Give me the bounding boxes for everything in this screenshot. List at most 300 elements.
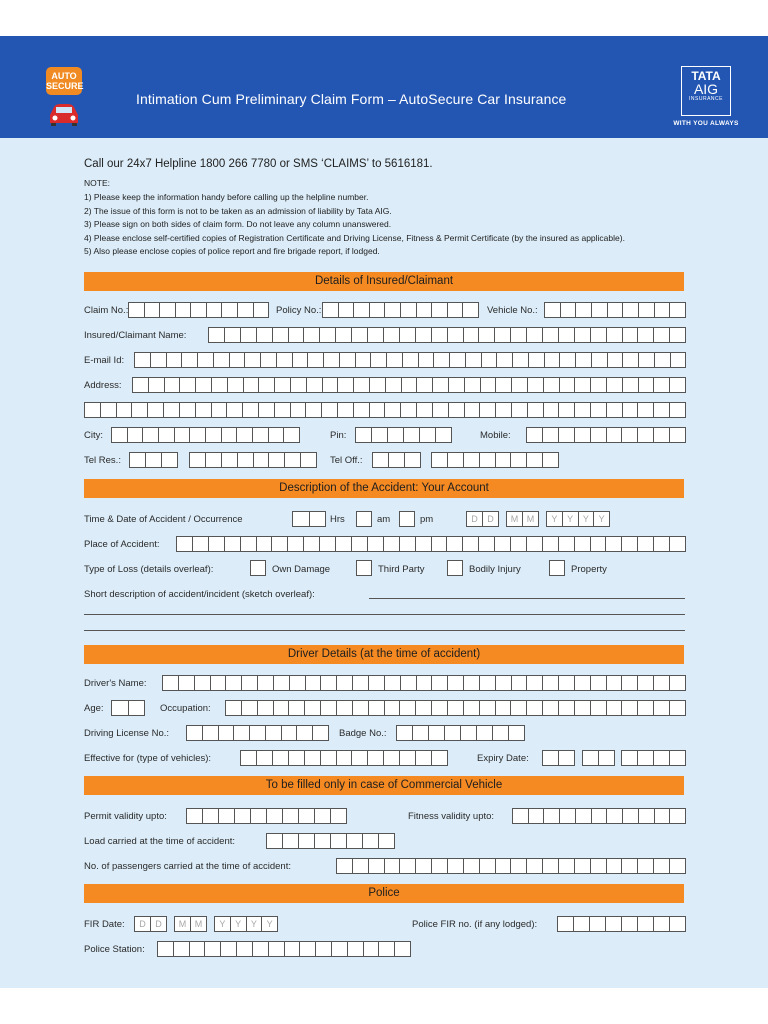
char-box[interactable] [240, 536, 257, 552]
char-box[interactable] [637, 402, 654, 418]
char-box[interactable] [179, 402, 196, 418]
char-box[interactable] [637, 916, 654, 932]
char-box[interactable] [415, 536, 432, 552]
char-box[interactable] [526, 675, 543, 691]
char-box[interactable] [559, 377, 576, 393]
char-box[interactable] [204, 941, 221, 957]
age-field[interactable] [111, 700, 144, 716]
char-box[interactable] [574, 700, 591, 716]
char-box[interactable] [462, 536, 479, 552]
char-box[interactable] [273, 700, 290, 716]
char-box[interactable] [574, 858, 591, 874]
date-char-box[interactable]: D [134, 916, 151, 932]
char-box[interactable] [401, 377, 418, 393]
char-box[interactable] [159, 302, 176, 318]
char-box[interactable] [412, 725, 429, 741]
char-box[interactable] [304, 700, 321, 716]
char-box[interactable] [479, 700, 496, 716]
char-box[interactable] [669, 536, 686, 552]
char-box[interactable] [447, 675, 464, 691]
char-box[interactable] [237, 302, 254, 318]
char-box[interactable] [100, 402, 117, 418]
char-box[interactable] [431, 700, 448, 716]
char-box[interactable] [478, 536, 495, 552]
char-box[interactable] [258, 402, 275, 418]
char-box[interactable] [386, 352, 403, 368]
char-box[interactable] [347, 941, 364, 957]
claim-no-field[interactable] [128, 302, 268, 318]
char-box[interactable] [266, 833, 283, 849]
char-box[interactable] [257, 675, 274, 691]
char-box[interactable] [654, 808, 671, 824]
char-box[interactable] [335, 536, 352, 552]
char-box[interactable] [320, 750, 337, 766]
driver-name-field[interactable] [162, 675, 685, 691]
char-box[interactable] [669, 750, 686, 766]
char-box[interactable] [606, 402, 623, 418]
char-box[interactable] [288, 700, 305, 716]
date-char-box[interactable]: Y [578, 511, 595, 527]
char-box[interactable] [653, 377, 670, 393]
fitness-field[interactable] [512, 808, 685, 824]
char-box[interactable] [242, 402, 259, 418]
char-box[interactable] [510, 452, 527, 468]
char-box[interactable] [243, 377, 260, 393]
char-box[interactable] [221, 427, 238, 443]
char-box[interactable] [384, 402, 401, 418]
char-box[interactable] [559, 808, 576, 824]
char-box[interactable] [287, 536, 304, 552]
char-box[interactable] [622, 327, 639, 343]
char-box[interactable] [337, 402, 354, 418]
char-box[interactable] [512, 808, 529, 824]
char-box[interactable] [669, 700, 686, 716]
char-box[interactable] [621, 675, 638, 691]
char-box[interactable] [252, 427, 269, 443]
char-box[interactable] [296, 725, 313, 741]
char-box[interactable] [336, 675, 353, 691]
char-box[interactable] [606, 327, 623, 343]
char-box[interactable] [653, 700, 670, 716]
char-box[interactable] [367, 750, 384, 766]
char-box[interactable] [355, 352, 372, 368]
char-box[interactable] [435, 427, 452, 443]
char-box[interactable] [116, 402, 133, 418]
char-box[interactable] [590, 427, 607, 443]
char-box[interactable] [226, 402, 243, 418]
email-field[interactable] [134, 352, 685, 368]
char-box[interactable] [319, 327, 336, 343]
char-box[interactable] [653, 916, 670, 932]
char-box[interactable] [528, 352, 545, 368]
char-box[interactable] [218, 725, 235, 741]
char-box[interactable] [542, 452, 559, 468]
char-box[interactable] [495, 452, 512, 468]
char-box[interactable] [669, 916, 686, 932]
char-box[interactable] [637, 750, 654, 766]
char-box[interactable] [309, 511, 327, 527]
am-checkbox[interactable] [356, 511, 372, 527]
char-box[interactable] [400, 402, 417, 418]
char-box[interactable] [478, 327, 495, 343]
char-box[interactable] [542, 700, 559, 716]
char-box[interactable] [575, 808, 592, 824]
date-char-box[interactable]: D [466, 511, 483, 527]
mobile-field[interactable] [526, 427, 685, 443]
date-char-box[interactable]: Y [246, 916, 263, 932]
char-box[interactable] [558, 536, 575, 552]
char-box[interactable] [463, 700, 480, 716]
pin-field[interactable] [355, 427, 451, 443]
char-box[interactable] [480, 377, 497, 393]
char-box[interactable] [463, 327, 480, 343]
char-box[interactable] [158, 427, 175, 443]
char-box[interactable] [463, 858, 480, 874]
char-box[interactable] [298, 833, 315, 849]
date-char-box[interactable]: Y [261, 916, 278, 932]
char-box[interactable] [384, 858, 401, 874]
char-box[interactable] [292, 352, 309, 368]
char-box[interactable] [591, 302, 608, 318]
char-box[interactable] [621, 750, 638, 766]
char-box[interactable] [292, 511, 310, 527]
char-box[interactable] [558, 675, 575, 691]
char-box[interactable] [542, 675, 559, 691]
char-box[interactable] [225, 700, 242, 716]
char-box[interactable] [336, 750, 353, 766]
char-box[interactable] [274, 402, 291, 418]
char-box[interactable] [669, 858, 686, 874]
char-box[interactable] [384, 302, 401, 318]
char-box[interactable] [111, 700, 129, 716]
date-char-box[interactable]: D [150, 916, 167, 932]
char-box[interactable] [346, 833, 363, 849]
date-char-box[interactable]: M [506, 511, 523, 527]
char-box[interactable] [189, 941, 206, 957]
description-line[interactable] [84, 630, 685, 631]
expiry-day[interactable] [542, 750, 574, 766]
char-box[interactable] [526, 427, 543, 443]
char-box[interactable] [415, 700, 432, 716]
char-box[interactable] [574, 377, 591, 393]
char-box[interactable] [542, 327, 559, 343]
char-box[interactable] [240, 750, 257, 766]
char-box[interactable] [446, 536, 463, 552]
char-box[interactable] [621, 858, 638, 874]
char-box[interactable] [589, 916, 606, 932]
char-box[interactable] [510, 327, 527, 343]
char-box[interactable] [288, 750, 305, 766]
char-box[interactable] [448, 402, 465, 418]
char-box[interactable] [606, 675, 623, 691]
char-box[interactable] [353, 402, 370, 418]
char-box[interactable] [162, 675, 179, 691]
char-box[interactable] [372, 452, 389, 468]
char-box[interactable] [431, 302, 448, 318]
char-box[interactable] [431, 327, 448, 343]
char-box[interactable] [148, 377, 165, 393]
char-box[interactable] [368, 700, 385, 716]
char-box[interactable] [315, 941, 332, 957]
char-box[interactable] [511, 377, 528, 393]
char-box[interactable] [510, 700, 527, 716]
char-box[interactable] [653, 402, 670, 418]
char-box[interactable] [557, 916, 574, 932]
char-box[interactable] [542, 858, 559, 874]
char-box[interactable] [573, 916, 590, 932]
char-box[interactable] [213, 352, 230, 368]
char-box[interactable] [510, 858, 527, 874]
accident-date-month[interactable] [506, 511, 538, 527]
char-box[interactable] [362, 833, 379, 849]
tel-res-std-field[interactable] [129, 452, 177, 468]
char-box[interactable] [320, 675, 337, 691]
char-box[interactable] [307, 352, 324, 368]
char-box[interactable] [495, 700, 512, 716]
char-box[interactable] [543, 402, 560, 418]
char-box[interactable] [622, 352, 639, 368]
char-box[interactable] [220, 941, 237, 957]
char-box[interactable] [234, 808, 251, 824]
char-box[interactable] [621, 427, 638, 443]
char-box[interactable] [399, 750, 416, 766]
char-box[interactable] [606, 858, 623, 874]
char-box[interactable] [290, 402, 307, 418]
char-box[interactable] [335, 327, 352, 343]
char-box[interactable] [653, 750, 670, 766]
char-box[interactable] [527, 377, 544, 393]
char-box[interactable] [202, 808, 219, 824]
char-box[interactable] [400, 302, 417, 318]
char-box[interactable] [134, 352, 151, 368]
char-box[interactable] [558, 427, 575, 443]
tel-off-number-field[interactable] [431, 452, 558, 468]
passengers-field[interactable] [336, 858, 685, 874]
char-box[interactable] [399, 536, 416, 552]
char-box[interactable] [352, 858, 369, 874]
char-box[interactable] [653, 427, 670, 443]
char-box[interactable] [211, 402, 228, 418]
char-box[interactable] [268, 941, 285, 957]
char-box[interactable] [544, 352, 561, 368]
char-box[interactable] [258, 377, 275, 393]
char-box[interactable] [496, 352, 513, 368]
date-char-box[interactable]: M [190, 916, 207, 932]
char-box[interactable] [224, 327, 241, 343]
char-box[interactable] [433, 352, 450, 368]
char-box[interactable] [369, 302, 386, 318]
char-box[interactable] [337, 377, 354, 393]
char-box[interactable] [590, 858, 607, 874]
char-box[interactable] [542, 427, 559, 443]
char-box[interactable] [163, 402, 180, 418]
insured-name-field[interactable] [208, 327, 685, 343]
char-box[interactable] [221, 302, 238, 318]
char-box[interactable] [369, 377, 386, 393]
char-box[interactable] [145, 452, 162, 468]
char-box[interactable] [265, 725, 282, 741]
char-box[interactable] [320, 700, 337, 716]
char-box[interactable] [575, 302, 592, 318]
char-box[interactable] [669, 427, 686, 443]
char-box[interactable] [288, 327, 305, 343]
char-box[interactable] [526, 452, 543, 468]
char-box[interactable] [621, 700, 638, 716]
char-box[interactable] [444, 725, 461, 741]
char-box[interactable] [622, 302, 639, 318]
char-box[interactable] [495, 675, 512, 691]
hours-field[interactable] [292, 511, 325, 527]
char-box[interactable] [281, 725, 298, 741]
char-box[interactable] [637, 327, 654, 343]
char-box[interactable] [495, 402, 512, 418]
char-box[interactable] [312, 725, 329, 741]
char-box[interactable] [303, 327, 320, 343]
char-box[interactable] [300, 452, 317, 468]
char-box[interactable] [669, 808, 686, 824]
char-box[interactable] [416, 675, 433, 691]
char-box[interactable] [670, 352, 687, 368]
char-box[interactable] [464, 402, 481, 418]
char-box[interactable] [399, 858, 416, 874]
char-box[interactable] [205, 427, 222, 443]
char-box[interactable] [419, 427, 436, 443]
tel-off-std-field[interactable] [372, 452, 420, 468]
char-box[interactable] [621, 536, 638, 552]
char-box[interactable] [606, 808, 623, 824]
char-box[interactable] [463, 452, 480, 468]
char-box[interactable] [481, 352, 498, 368]
char-box[interactable] [276, 352, 293, 368]
char-box[interactable] [432, 377, 449, 393]
char-box[interactable] [607, 352, 624, 368]
char-box[interactable] [638, 377, 655, 393]
char-box[interactable] [384, 700, 401, 716]
char-box[interactable] [402, 352, 419, 368]
char-box[interactable] [173, 941, 190, 957]
char-box[interactable] [257, 700, 274, 716]
char-box[interactable] [127, 427, 144, 443]
char-box[interactable] [352, 675, 369, 691]
policy-no-field[interactable] [322, 302, 478, 318]
char-box[interactable] [508, 725, 525, 741]
char-box[interactable] [363, 941, 380, 957]
char-box[interactable] [590, 536, 607, 552]
own-damage-checkbox[interactable] [250, 560, 266, 576]
fir-date-day[interactable] [134, 916, 166, 932]
char-box[interactable] [621, 916, 638, 932]
char-box[interactable] [637, 858, 654, 874]
char-box[interactable] [370, 352, 387, 368]
char-box[interactable] [542, 750, 559, 766]
char-box[interactable] [447, 452, 464, 468]
char-box[interactable] [526, 327, 543, 343]
char-box[interactable] [378, 941, 395, 957]
char-box[interactable] [186, 808, 203, 824]
char-box[interactable] [385, 377, 402, 393]
char-box[interactable] [447, 327, 464, 343]
vehicle-no-field[interactable] [544, 302, 685, 318]
char-box[interactable] [574, 536, 591, 552]
char-box[interactable] [192, 536, 209, 552]
char-box[interactable] [511, 402, 528, 418]
char-box[interactable] [432, 402, 449, 418]
char-box[interactable] [195, 402, 212, 418]
char-box[interactable] [368, 675, 385, 691]
char-box[interactable] [400, 675, 417, 691]
char-box[interactable] [253, 302, 270, 318]
char-box[interactable] [195, 377, 212, 393]
char-box[interactable] [189, 427, 206, 443]
char-box[interactable] [237, 452, 254, 468]
char-box[interactable] [638, 808, 655, 824]
char-box[interactable] [479, 675, 496, 691]
char-box[interactable] [543, 377, 560, 393]
address-field-2[interactable] [84, 402, 685, 418]
char-box[interactable] [206, 302, 223, 318]
char-box[interactable] [176, 536, 193, 552]
char-box[interactable] [236, 941, 253, 957]
char-box[interactable] [164, 377, 181, 393]
char-box[interactable] [205, 452, 222, 468]
char-box[interactable] [622, 402, 639, 418]
char-box[interactable] [383, 750, 400, 766]
char-box[interactable] [129, 452, 146, 468]
char-box[interactable] [383, 536, 400, 552]
char-box[interactable] [622, 808, 639, 824]
char-box[interactable] [415, 858, 432, 874]
char-box[interactable] [464, 377, 481, 393]
char-box[interactable] [653, 675, 670, 691]
char-box[interactable] [403, 427, 420, 443]
char-box[interactable] [637, 427, 654, 443]
char-box[interactable] [431, 675, 448, 691]
char-box[interactable] [388, 452, 405, 468]
char-box[interactable] [447, 302, 464, 318]
char-box[interactable] [495, 858, 512, 874]
date-char-box[interactable]: Y [546, 511, 563, 527]
char-box[interactable] [526, 536, 543, 552]
char-box[interactable] [368, 858, 385, 874]
char-box[interactable] [479, 858, 496, 874]
char-box[interactable] [84, 402, 101, 418]
char-box[interactable] [418, 352, 435, 368]
description-line[interactable] [369, 598, 685, 599]
char-box[interactable] [322, 302, 339, 318]
char-box[interactable] [240, 327, 257, 343]
char-box[interactable] [371, 427, 388, 443]
char-box[interactable] [590, 675, 607, 691]
char-box[interactable] [218, 808, 235, 824]
char-box[interactable] [272, 750, 289, 766]
char-box[interactable] [256, 327, 273, 343]
char-box[interactable] [558, 402, 575, 418]
char-box[interactable] [353, 302, 370, 318]
char-box[interactable] [305, 675, 322, 691]
char-box[interactable] [558, 700, 575, 716]
char-box[interactable] [147, 402, 164, 418]
fir-no-field[interactable] [557, 916, 685, 932]
char-box[interactable] [303, 536, 320, 552]
place-field[interactable] [176, 536, 685, 552]
char-box[interactable] [591, 808, 608, 824]
char-box[interactable] [314, 833, 331, 849]
badge-field[interactable] [396, 725, 524, 741]
char-box[interactable] [367, 536, 384, 552]
char-box[interactable] [194, 675, 211, 691]
char-box[interactable] [526, 858, 543, 874]
char-box[interactable] [528, 808, 545, 824]
